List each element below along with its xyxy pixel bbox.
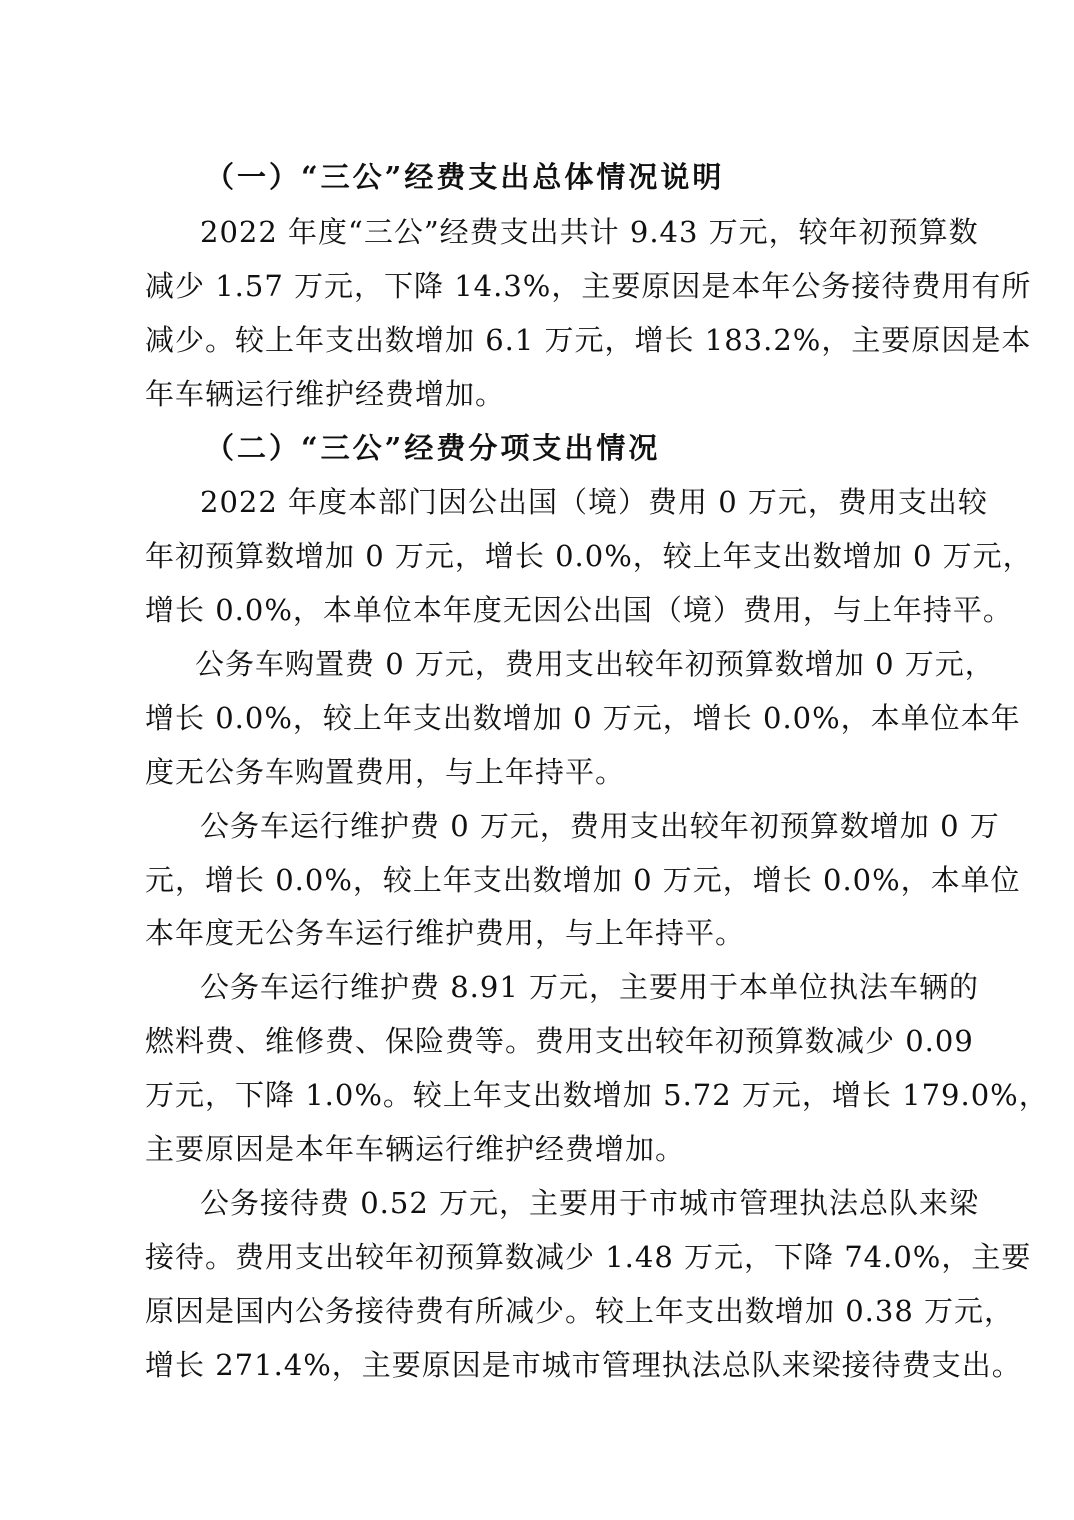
paragraph-line: 增长 271.4%，主要原因是市城市管理执法总队来梁接待费支出。 [145, 1348, 1022, 1382]
section-heading-itemized: （二）“三公”经费分项支出情况 [205, 431, 661, 465]
paragraph-line: 公务车购置费 0 万元，费用支出较年初预算数增加 0 万元， [195, 647, 995, 681]
paragraph-line: 本年度无公务车运行维护费用，与上年持平。 [145, 916, 746, 950]
paragraph-line: 减少 1.57 万元，下降 14.3%，主要原因是本年公务接待费用有所 [145, 269, 1032, 303]
paragraph-line: 增长 0.0%，较上年支出数增加 0 万元，增长 0.0%，本单位本年 [145, 701, 1021, 735]
section-heading-overall: （一）“三公”经费支出总体情况说明 [205, 160, 725, 194]
paragraph-line: 元，增长 0.0%，较上年支出数增加 0 万元，增长 0.0%，本单位 [145, 863, 1021, 897]
paragraph-line: 主要原因是本年车辆运行维护经费增加。 [145, 1132, 686, 1166]
paragraph-line: 年车辆运行维护经费增加。 [145, 377, 506, 411]
paragraph-line: 公务接待费 0.52 万元，主要用于市城市管理执法总队来梁 [200, 1186, 980, 1220]
paragraph-line: 接待。费用支出较年初预算数减少 1.48 万元，下降 74.0%，主要 [145, 1240, 1032, 1274]
paragraph-line: 2022 年度“三公”经费支出共计 9.43 万元，较年初预算数 [200, 215, 979, 249]
paragraph-line: 公务车运行维护费 8.91 万元，主要用于本单位执法车辆的 [200, 970, 980, 1004]
paragraph-line: 度无公务车购置费用，与上年持平。 [145, 755, 626, 789]
paragraph-line: 万元，下降 1.0%。较上年支出数增加 5.72 万元，增长 179.0%， [145, 1078, 1049, 1112]
paragraph-line: 燃料费、维修费、保险费等。费用支出较年初预算数减少 0.09 [145, 1024, 974, 1058]
paragraph-line: 2022 年度本部门因公出国（境）费用 0 万元，费用支出较 [200, 485, 988, 519]
paragraph-line: 增长 0.0%，本单位本年度无因公出国（境）费用，与上年持平。 [145, 593, 1013, 627]
paragraph-line: 年初预算数增加 0 万元，增长 0.0%，较上年支出数增加 0 万元， [145, 539, 1033, 573]
paragraph-line: 减少。较上年支出数增加 6.1 万元，增长 183.2%，主要原因是本 [145, 323, 1032, 357]
paragraph-line: 公务车运行维护费 0 万元，费用支出较年初预算数增加 0 万 [200, 809, 1000, 843]
paragraph-line: 原因是国内公务接待费有所减少。较上年支出数增加 0.38 万元， [145, 1294, 1015, 1328]
